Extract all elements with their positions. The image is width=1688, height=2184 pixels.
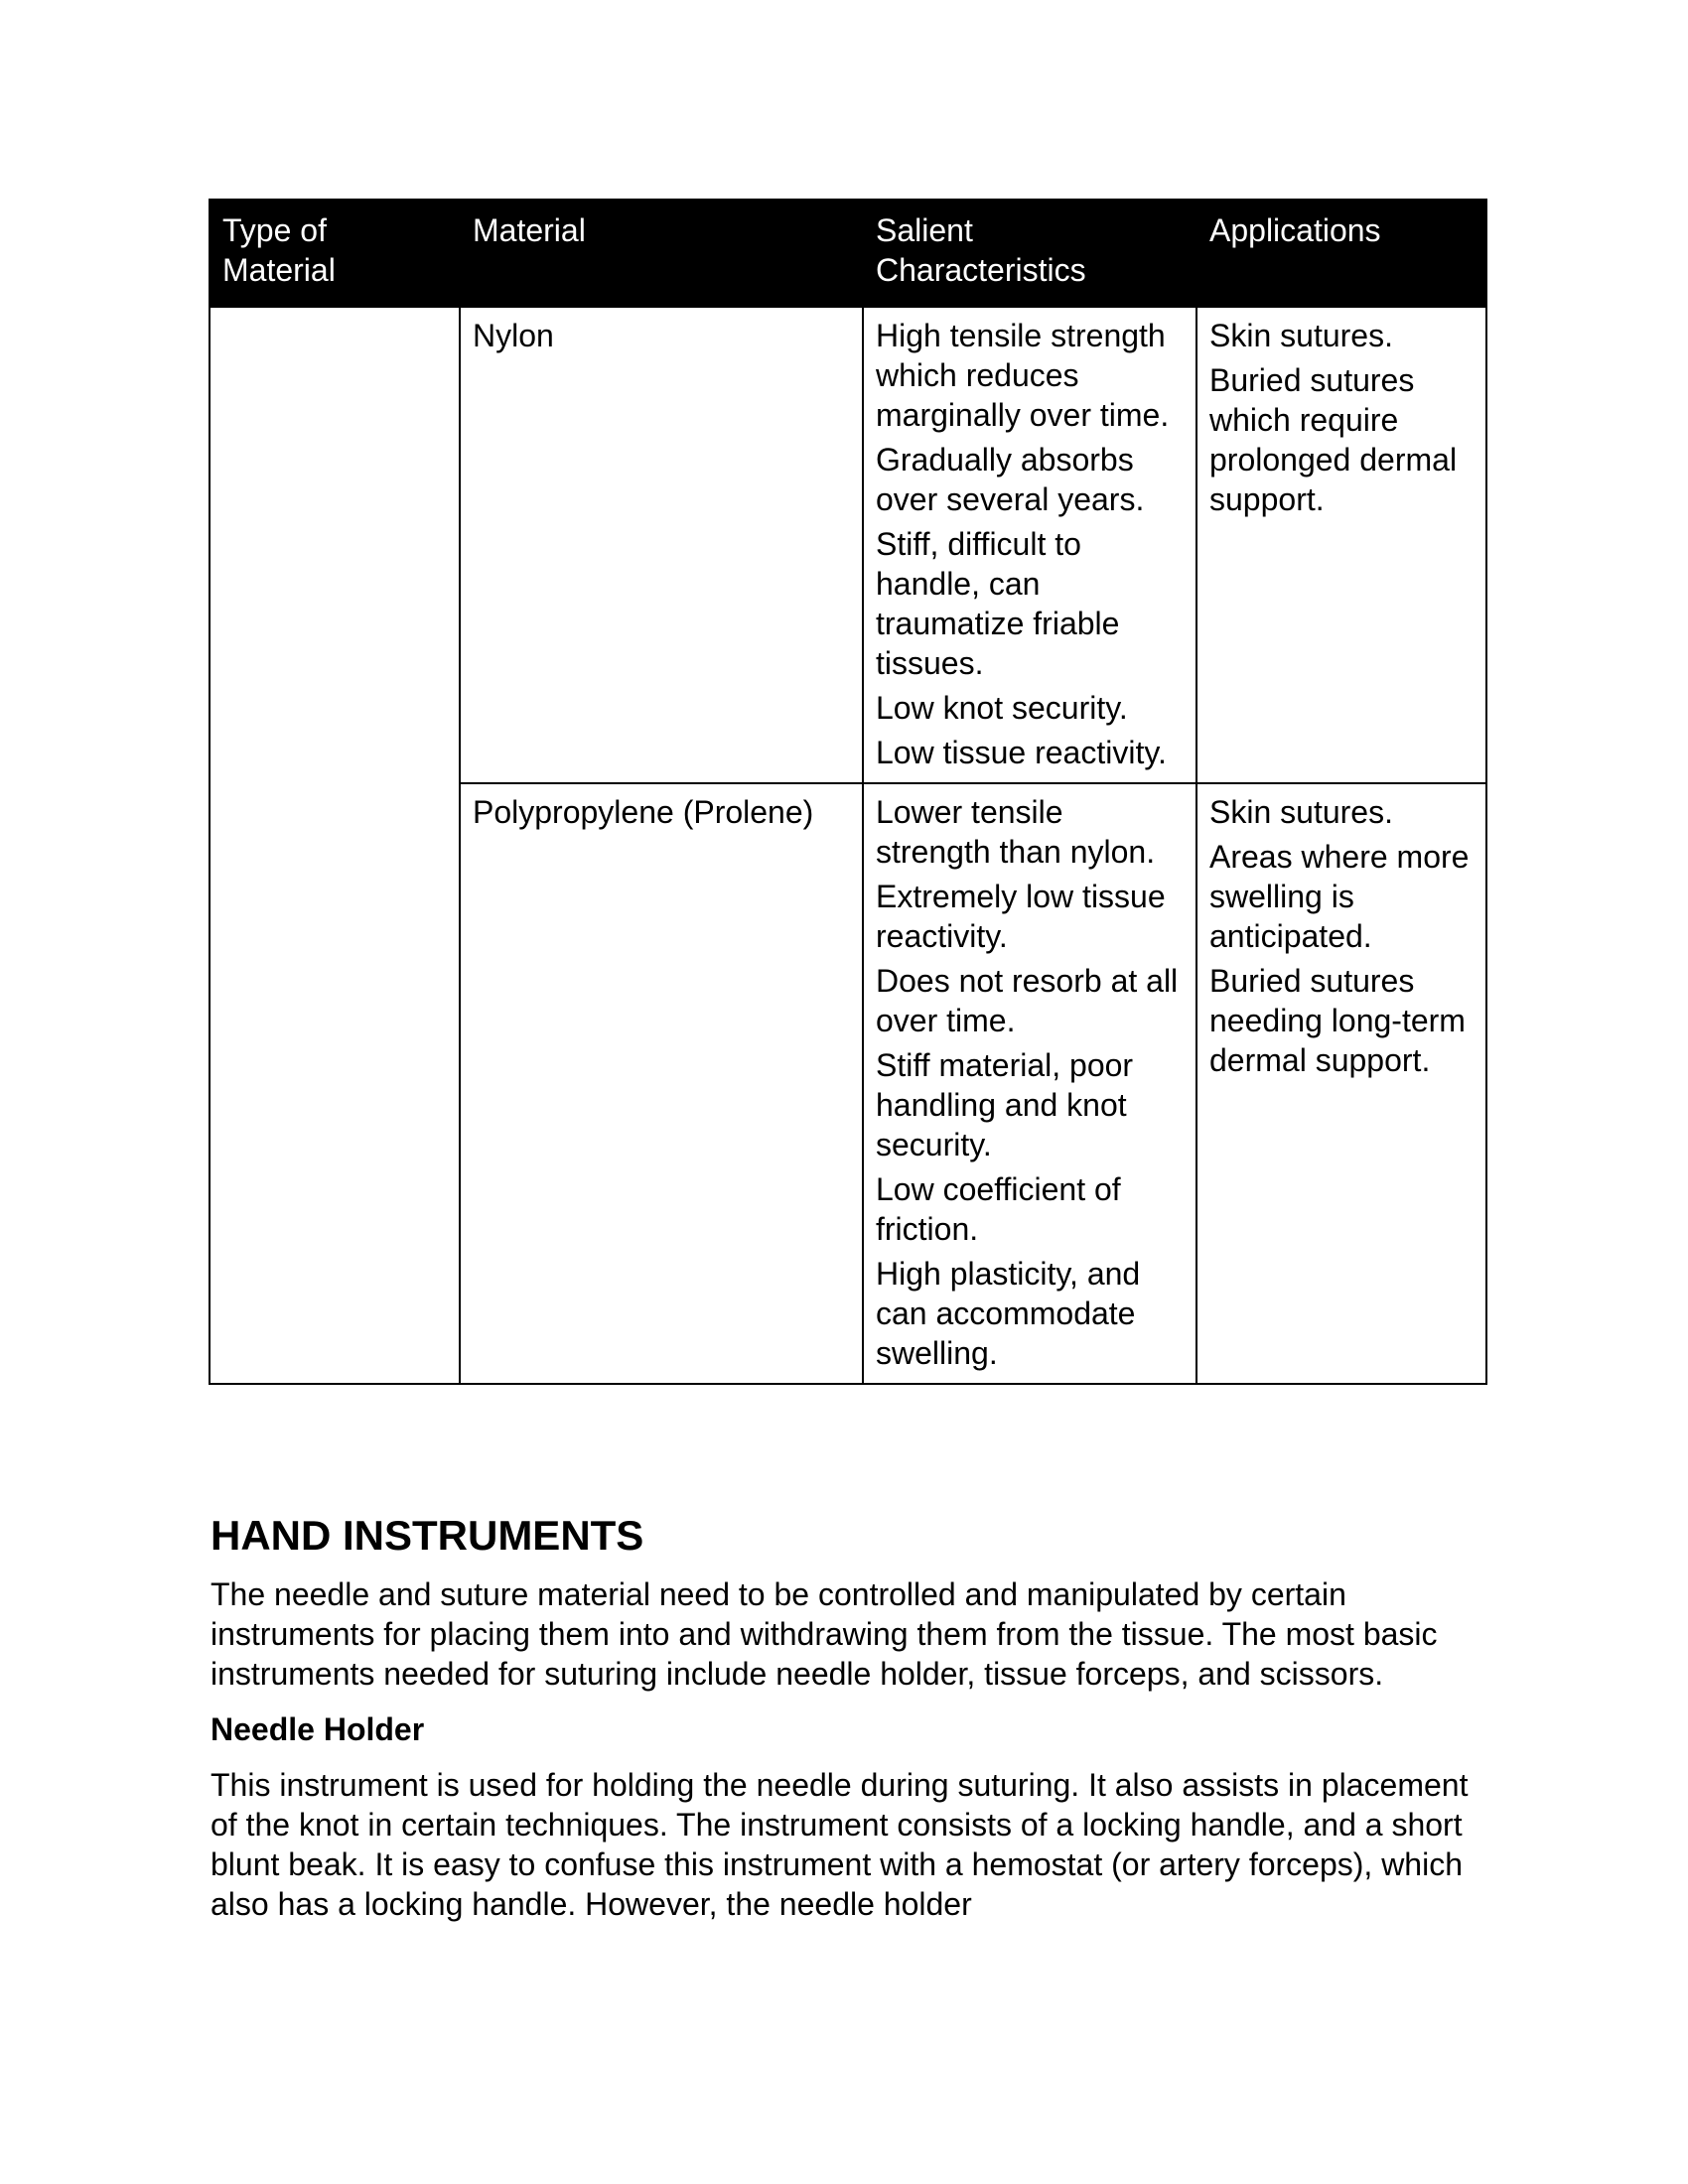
suture-material-table — [209, 199, 1487, 1385]
characteristic-item: Lower tensile strength than nylon. — [876, 794, 1156, 870]
characteristic-item: Extremely low tissue reactivity. — [876, 879, 1166, 954]
application-item: Buried sutures which require prolonged dermal support. — [1209, 362, 1458, 517]
application-item: Skin sutures. — [1209, 794, 1393, 830]
application-item: Skin sutures. — [1209, 318, 1393, 353]
application-item: Buried sutures needing long-term dermal support. — [1209, 963, 1466, 1078]
section-heading: HAND INSTRUMENTS — [211, 1512, 644, 1559]
application-item: Areas where more swelling is anticipated. — [1209, 839, 1470, 954]
characteristic-item: Gradually absorbs over several years. — [876, 442, 1145, 517]
header-type-of-material: Type of Material — [210, 200, 460, 307]
characteristics-cell — [863, 783, 1196, 1384]
table-header-row — [210, 200, 1486, 307]
header-applications: Applications — [1196, 200, 1486, 307]
characteristic-item: Low knot security. — [876, 690, 1128, 726]
header-material: Material — [460, 200, 863, 307]
characteristic-item: High tensile strength which reduces marginally over time. — [876, 318, 1170, 433]
header-salient-characteristics: Salient Characteristics — [863, 200, 1196, 307]
applications-cell — [1196, 307, 1486, 783]
characteristic-item: Stiff material, poor handling and knot security. — [876, 1047, 1134, 1162]
material-cell: Nylon — [460, 307, 863, 783]
material-cell: Polypropylene (Prolene) — [460, 783, 863, 1384]
characteristic-item: Stiff, difficult to handle, can traumatize friable tissues. — [876, 526, 1120, 681]
hand-instruments-section — [211, 1511, 1491, 1940]
needle-holder-paragraph: This instrument is used for holding the needle during suturing. It also assists in placement of the knot in certain techniques. The instrument consists of a locking handle, and a short blunt beak. It is easy to confuse this instrument with a hemostat (or artery forceps), which also has a locking handle. However, the needle holder — [211, 1767, 1469, 1922]
characteristic-item: Low tissue reactivity. — [876, 735, 1167, 770]
characteristic-item: Does not resorb at all over time. — [876, 963, 1179, 1038]
characteristic-item: High plasticity, and can accommodate swelling. — [876, 1256, 1141, 1371]
characteristics-cell — [863, 307, 1196, 783]
table-row — [210, 307, 1486, 783]
intro-paragraph: The needle and suture material need to be controlled and manipulated by certain instruments for placing them into and withdrawing them from the tissue. The most basic instruments needed for suturing include needle holder, tissue forceps, and scissors. — [211, 1576, 1438, 1692]
applications-cell — [1196, 783, 1486, 1384]
characteristic-item: Low coefficient of friction. — [876, 1171, 1121, 1247]
type-of-material-cell — [210, 307, 460, 1384]
needle-holder-subheading: Needle Holder — [211, 1711, 425, 1747]
